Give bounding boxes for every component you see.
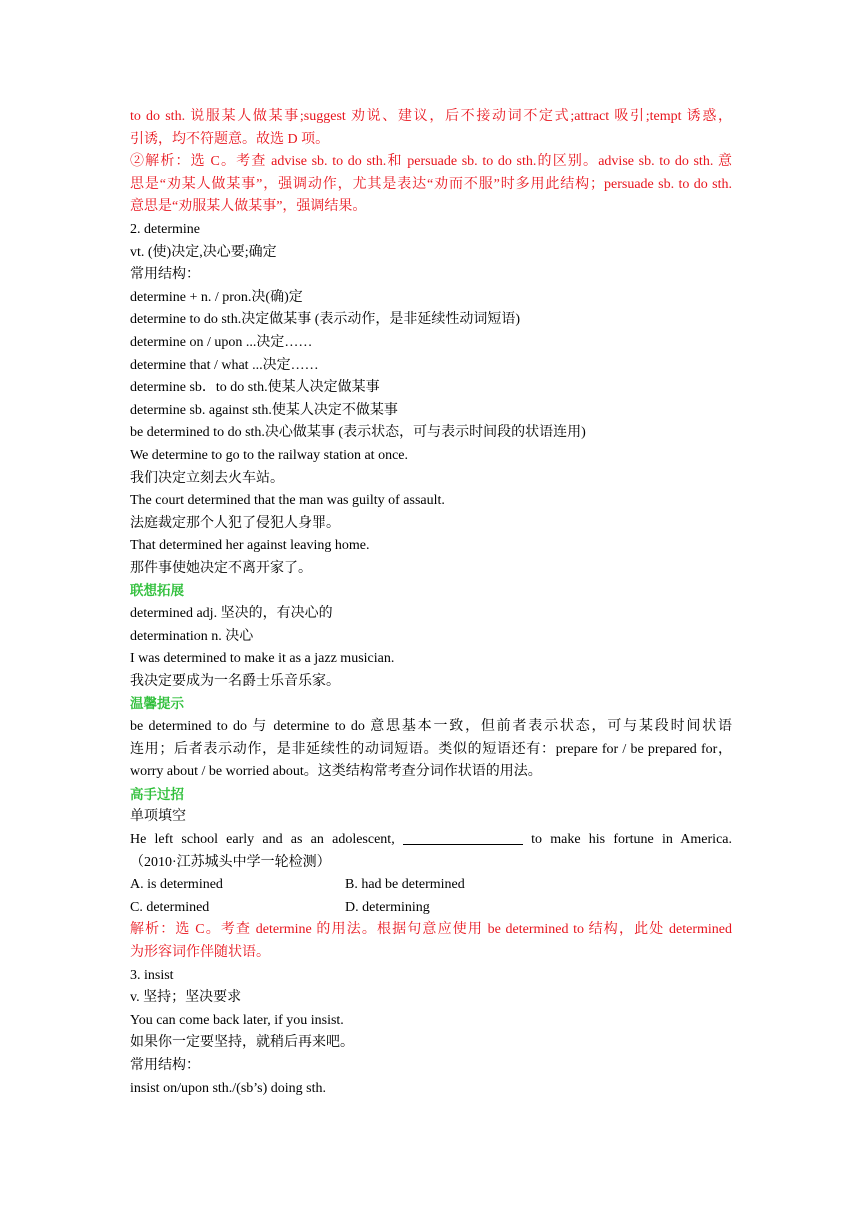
text-line: to do sth. 说服某人做某事;suggest 劝说、建议，后不接动词不定式;attract 吸引;tempt 诱惑， [130,109,732,124]
text-line: determine sb．to do sth.使某人决定做某事 [130,380,380,396]
stem-after: to make his fortune in America. [531,832,733,847]
text-line: You can come back later, if you insist. [130,1012,344,1028]
text-line: 连用；后者表示动作，是非延续性的动词短语。类似的短语还有：prepare for / be prepared for， [130,741,732,757]
section-heading: 温馨提示 [130,696,184,713]
option-right: D. determining [345,899,430,915]
text-line: 常用结构： [130,1057,200,1073]
option-row [130,874,732,897]
text-line: That determined her against leaving home. [130,538,370,554]
content-block-1 [130,106,732,829]
text-line: 法庭裁定那个人犯了侵犯人身罪。 [130,515,340,531]
text-line: worry about / be worried about。这类结构常考查分词作状语的用法。 [130,764,542,780]
text-line: determine that / what ...决定…… [130,357,319,373]
text-line: determined adj. 坚决的，有决心的 [130,606,333,622]
text-line: 2. determine [130,221,200,237]
text-line: I was determined to make it as a jazz musician. [130,651,395,667]
text-line: 解析：选 C。考查 determine 的用法。根据句意应使用 be determined to 结构，此处 determined [130,922,732,938]
text-line: 我决定要成为一名爵士乐音乐家。 [130,673,340,689]
text-line: insist on/upon sth./(sb’s) doing sth. [130,1080,327,1096]
question-block [130,829,732,919]
text-line: determine on / upon ...决定…… [130,334,313,350]
text-line: determine sb. against sth.使某人决定不做某事 [130,402,398,418]
question-stem [130,829,732,852]
text-line: We determine to go to the railway station at once. [130,447,409,463]
content-block-2 [130,919,732,1100]
text-line: determine + n. / pron.决(确)定 [130,289,303,305]
text-line: The court determined that the man was guilty of assault. [130,493,445,509]
question-source: （2010·江苏城头中学一轮检测） [130,854,331,870]
document-page [130,106,732,1100]
text-line: 如果你一定要坚持，就稍后再来吧。 [130,1035,354,1051]
text-line: 那件事使她决定不离开家了。 [130,560,312,576]
text-line: 为形容词作伴随状语。 [130,944,270,960]
text-line: 常用结构： [130,267,200,283]
option-left: C. determined [130,899,210,915]
answer-blank [403,830,523,845]
section-heading: 高手过招 [130,786,184,803]
text-line: be determined to do 与 determine to do 意思基本一致，但前者表示状态，可与某段时间状语 [130,719,732,735]
text-line: determine to do sth.决定做某事 (表示动作，是非延续性动词短语) [130,312,521,328]
text-line: 意思是“劝服某人做某事”，强调结果。 [130,199,367,215]
text-line: vt. (使)决定,决心要;确定 [130,244,277,260]
text-line: 我们决定立刻去火车站。 [130,470,284,486]
option-right: B. had be determined [345,877,465,893]
stem-before: He left school early and as an adolescent, [130,832,395,847]
text-line: determination n. 决心 [130,628,254,644]
text-line: ②解析：选 C。考查 advise sb. to do sth.和 persuade sb. to do sth.的区别。advise sb. to do sth. 意 [130,154,732,170]
text-line: 单项填空 [130,809,186,825]
text-line: be determined to do sth.决心做某事 (表示状态，可与表示时间段的状语连用) [130,425,586,441]
section-heading: 联想拓展 [130,583,184,600]
option-left: A. is determined [130,877,223,893]
text-line: 思是“劝某人做某事”，强调动作，尤其是表达“劝而不服”时多用此结构；persuade sb. to do sth. [130,176,732,192]
text-line: v. 坚持；坚决要求 [130,990,242,1006]
text-line: 引诱，均不符题意。故选 D 项。 [130,131,330,147]
text-line: 3. insist [130,967,174,983]
options [130,874,732,919]
option-row [130,897,732,920]
